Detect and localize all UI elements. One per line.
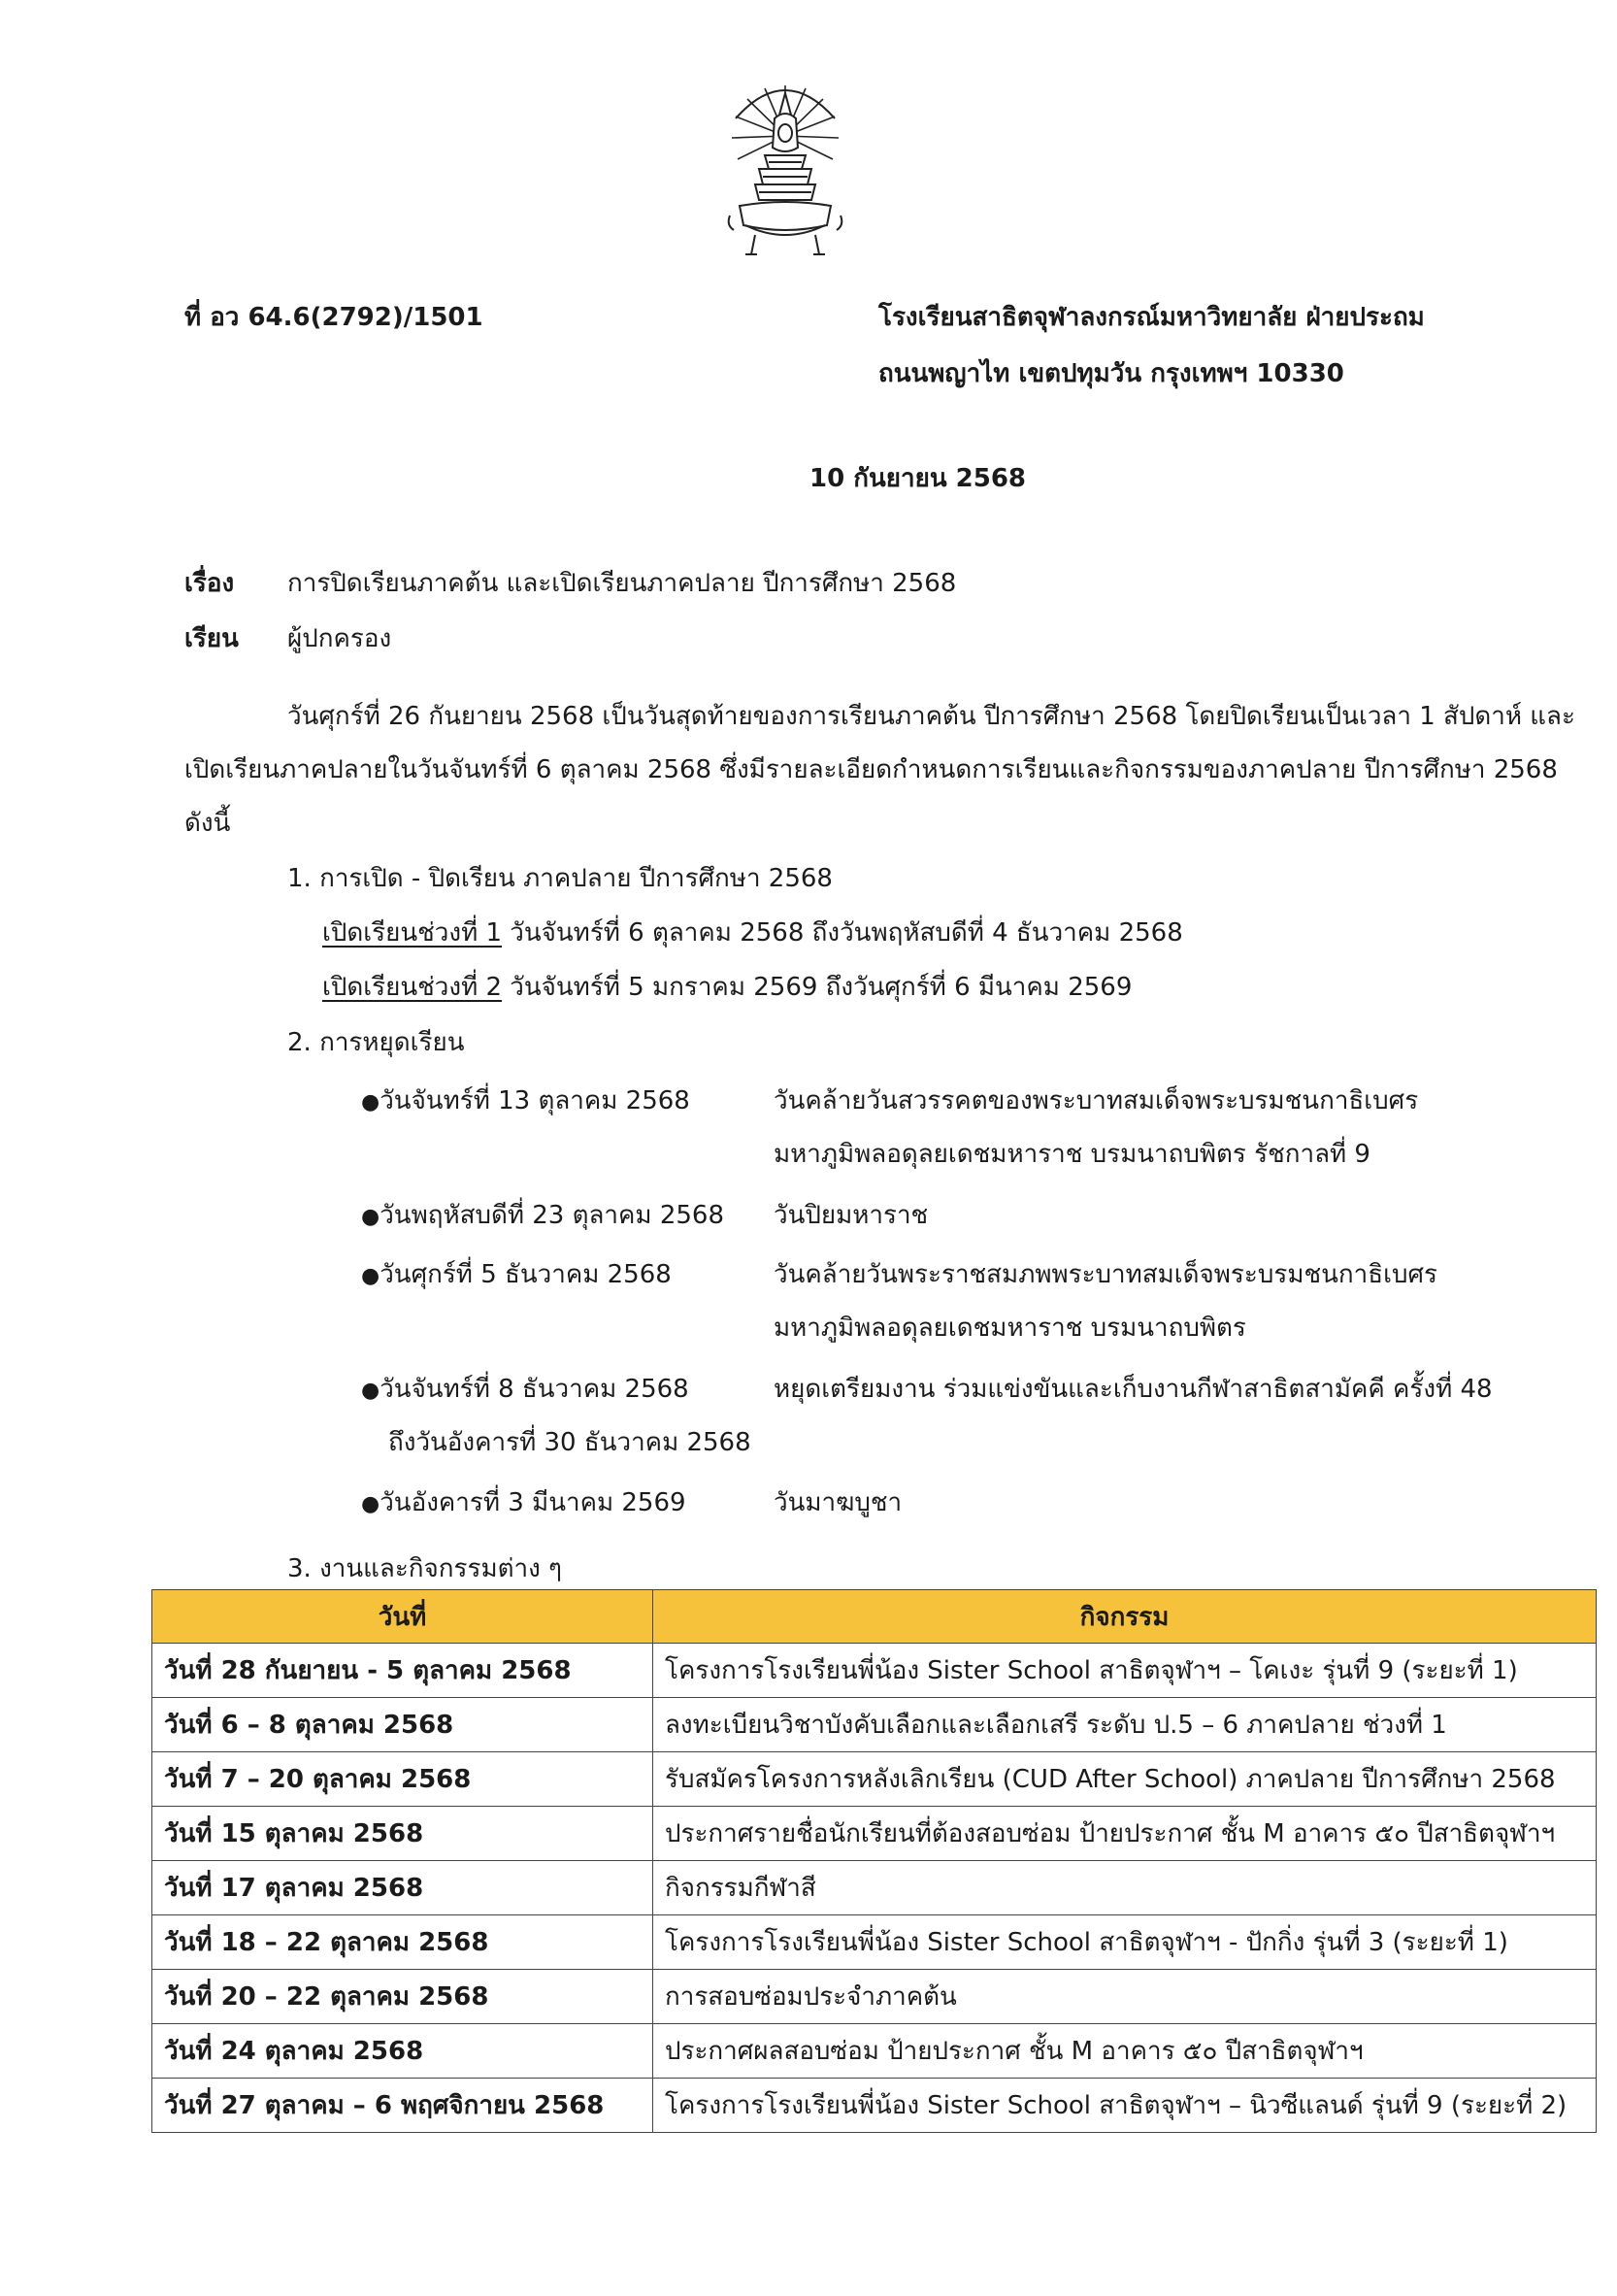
row-activity: ลงทะเบียนวิชาบังคับเลือกและเลือกเสรี ระดับ ป.5 – 6 ภาคปลาย ช่วงที่ 1	[653, 1698, 1597, 1752]
intro-line-1: วันศุกร์ที่ 26 กันยายน 2568 เป็นวันสุดท้ายของการเรียนภาคต้น ปีการศึกษา 2568 โดยปิดเรียนเป็นเวลา 1 สัปดาห์ และ	[287, 702, 1575, 731]
section1-heading: 1. การเปิด - ปิดเรียน ภาคปลาย ปีการศึกษา 2568	[287, 864, 833, 893]
holiday-date: ●วันจันทร์ที่ 13 ตุลาคม 2568	[361, 1086, 690, 1115]
intro-line-3: ดังนี้	[184, 809, 231, 838]
table-row	[152, 1970, 1597, 2024]
school-address: ถนนพญาไท เขตปทุมวัน กรุงเทพฯ 10330	[878, 359, 1344, 388]
row-activity: การสอบซ่อมประจำภาคต้น	[653, 1970, 1597, 2024]
holiday-desc: วันคล้ายวันสวรรคตของพระบาทสมเด็จพระบรมชนกาธิเบศร	[774, 1086, 1419, 1115]
holiday-desc: มหาภูมิพลอดุลยเดชมหาราช บรมนาถบพิตร รัชกาลที่ 9	[774, 1140, 1370, 1169]
table-row	[152, 1915, 1597, 1970]
holiday-date: ●วันพฤหัสบดีที่ 23 ตุลาคม 2568	[361, 1201, 724, 1230]
row-activity: ประกาศผลสอบซ่อม ป้ายประกาศ ชั้น M อาคาร ๕๐ ปีสาธิตจุฬาฯ	[653, 2024, 1597, 2079]
holiday-date: ●วันอังคารที่ 3 มีนาคม 2569	[361, 1488, 686, 1517]
row-activity: โครงการโรงเรียนพี่น้อง Sister School สาธิตจุฬาฯ – นิวซีแลนด์ รุ่นที่ 9 (ระยะที่ 2)	[653, 2079, 1597, 2133]
row-date: วันที่ 6 – 8 ตุลาคม 2568	[152, 1698, 653, 1752]
table-row	[152, 1861, 1597, 1915]
intro-line-2: เปิดเรียนภาคปลายในวันจันทร์ที่ 6 ตุลาคม 2568 ซึ่งมีรายละเอียดกำหนดการเรียนและกิจกรรมของภาคปลาย ปีการศึกษา 2568	[184, 755, 1558, 784]
row-date: วันที่ 28 กันยายน - 5 ตุลาคม 2568	[152, 1644, 653, 1698]
holiday-desc: วันคล้ายวันพระราชสมภพพระบาทสมเด็จพระบรมชนกาธิเบศร	[774, 1260, 1437, 1289]
chulalongkorn-crest-icon	[726, 80, 844, 264]
holiday-date: ●วันศุกร์ที่ 5 ธันวาคม 2568	[361, 1260, 672, 1289]
period1-label: เปิดเรียนช่วงที่ 1	[322, 918, 503, 948]
column-header-activity: กิจกรรม	[653, 1590, 1597, 1644]
table-row	[152, 1752, 1597, 1807]
row-date: วันที่ 24 ตุลาคม 2568	[152, 2024, 653, 2079]
bullet-icon: ●	[361, 1090, 380, 1115]
table-row	[152, 1698, 1597, 1752]
period1	[322, 913, 1183, 952]
row-activity: รับสมัครโครงการหลังเลิกเรียน (CUD After School) ภาคปลาย ปีการศึกษา 2568	[653, 1752, 1597, 1807]
bullet-icon: ●	[361, 1205, 380, 1229]
column-header-date: วันที่	[152, 1590, 653, 1644]
to-text: ผู้ปกครอง	[287, 624, 392, 653]
holiday-desc: มหาภูมิพลอดุลยเดชมหาราช บรมนาถบพิตร	[774, 1314, 1246, 1343]
period2	[322, 967, 1132, 1007]
holiday-desc: วันมาฆบูชา	[774, 1488, 903, 1517]
holiday-date: ●วันจันทร์ที่ 8 ธันวาคม 2568	[361, 1375, 689, 1404]
row-date: วันที่ 17 ตุลาคม 2568	[152, 1861, 653, 1915]
subject-label: เรื่อง	[184, 569, 235, 598]
period2-label: เปิดเรียนช่วงที่ 2	[322, 973, 503, 1002]
row-date: วันที่ 27 ตุลาคม – 6 พฤศจิกายน 2568	[152, 2079, 653, 2133]
activities-table	[151, 1589, 1597, 2133]
section2-heading: 2. การหยุดเรียน	[287, 1028, 465, 1057]
table-row	[152, 1644, 1597, 1698]
period1-text: วันจันทร์ที่ 6 ตุลาคม 2568 ถึงวันพฤหัสบดีที่ 4 ธันวาคม 2568	[510, 918, 1183, 948]
row-date: วันที่ 20 – 22 ตุลาคม 2568	[152, 1970, 653, 2024]
table-row	[152, 2024, 1597, 2079]
reference-number: ที่ อว 64.6(2792)/1501	[184, 303, 483, 332]
letter-date: 10 กันยายน 2568	[809, 464, 1027, 493]
row-date: วันที่ 18 – 22 ตุลาคม 2568	[152, 1915, 653, 1970]
holiday-desc: วันปิยมหาราช	[774, 1201, 929, 1230]
row-date: วันที่ 15 ตุลาคม 2568	[152, 1807, 653, 1861]
row-activity: กิจกรรมกีฬาสี	[653, 1861, 1597, 1915]
holiday-desc: หยุดเตรียมงาน ร่วมแข่งขันและเก็บงานกีฬาสาธิตสามัคคี ครั้งที่ 48	[774, 1375, 1493, 1404]
row-date: วันที่ 7 – 20 ตุลาคม 2568	[152, 1752, 653, 1807]
row-activity: โครงการโรงเรียนพี่น้อง Sister School สาธิตจุฬาฯ - ปักกิ่ง รุ่นที่ 3 (ระยะที่ 1)	[653, 1915, 1597, 1970]
table-row	[152, 2079, 1597, 2133]
table-header-row	[152, 1590, 1597, 1644]
subject-text: การปิดเรียนภาคต้น และเปิดเรียนภาคปลาย ปีการศึกษา 2568	[287, 569, 957, 598]
section3-heading: 3. งานและกิจกรรมต่าง ๆ	[287, 1554, 562, 1583]
table-row	[152, 1807, 1597, 1861]
school-name: โรงเรียนสาธิตจุฬาลงกรณ์มหาวิทยาลัย ฝ่ายประถม	[878, 303, 1425, 332]
bullet-icon: ●	[361, 1379, 380, 1403]
to-label: เรียน	[184, 624, 239, 653]
bullet-icon: ●	[361, 1492, 380, 1516]
bullet-icon: ●	[361, 1264, 380, 1288]
row-activity: โครงการโรงเรียนพี่น้อง Sister School สาธิตจุฬาฯ – โคเงะ รุ่นที่ 9 (ระยะที่ 1)	[653, 1644, 1597, 1698]
period2-text: วันจันทร์ที่ 5 มกราคม 2569 ถึงวันศุกร์ที่ 6 มีนาคม 2569	[510, 973, 1133, 1002]
row-activity: ประกาศรายชื่อนักเรียนที่ต้องสอบซ่อม ป้ายประกาศ ชั้น M อาคาร ๕๐ ปีสาธิตจุฬาฯ	[653, 1807, 1597, 1861]
holiday-date-end: ถึงวันอังคารที่ 30 ธันวาคม 2568	[388, 1428, 751, 1457]
